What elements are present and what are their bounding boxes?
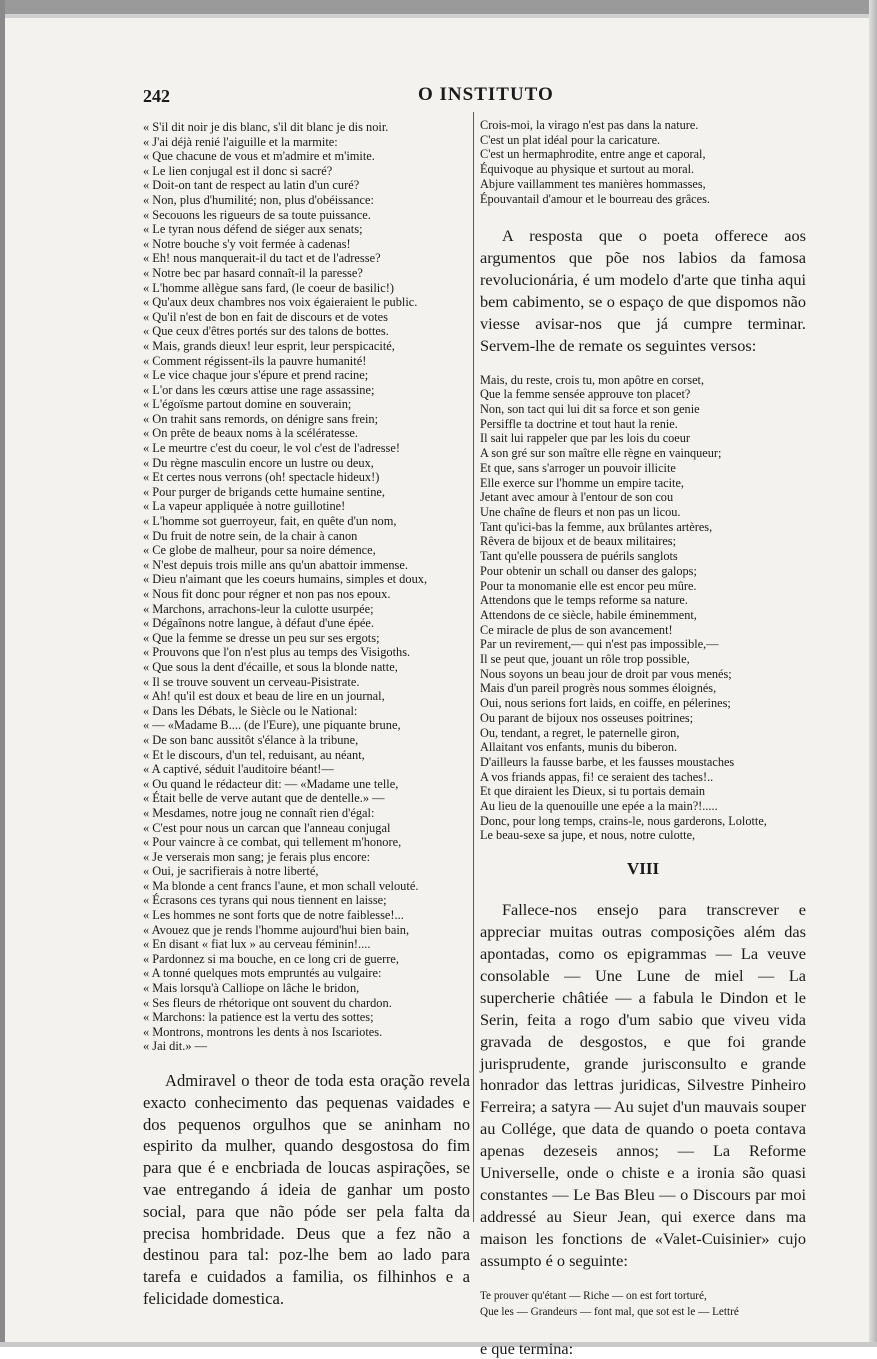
verse-line: « Qu'aux deux chambres nos voix égaieraient le public. [143,295,418,310]
verse-line: Et que, sans s'arroger un pouvoir illicite [480,460,676,475]
verse-line: « Le vice chaque jour s'épure et prend racine; [143,368,369,383]
verse-line: « Du fruit de notre sein, de la chair à canon [143,528,358,543]
scan-right-edge [869,0,877,1347]
verse-line: « — «Madame B.... (de l'Eure), une piquante brune, [143,718,401,733]
verse-line: « Marchons, arrachons-leur la culotte usurpée; [143,601,374,616]
verse-line: A vos friands appas, fi! ce seraient des taches!.. [480,769,714,784]
verse-line: Tant qu'elle poussera de puérils sanglots [480,549,678,564]
left-verse-block [143,120,470,1054]
verse-line: « En disant « fiat lux » au cerveau féminin!.... [143,937,371,952]
verse-line: Ce miracle de plus de son avancement! [480,622,673,637]
verse-line: « Mais, grands dieux! leur esprit, leur perspicacité, [143,338,395,353]
right-prose-paragraph-2: Fallece-nos ensejo para transcrever e appreciar muitas outras composições além das apontadas, como os epigrammas — La veuve consolable — Une Lune de miel — La supercherie châtiée — a fabula le Dindon et le Serin, feita a rogo d'um sabio que viveu vida gravada de desgostos, e que foi grande jurisprudente, grande jurisconsulto e grande honrador das lettras juridicas, Silvestre Pinheiro Ferreira; a satyra — Au sujet d'un mauvais souper au Collége, que data de quando o poeta contava apenas dezeseis annos; — La Reforme Universelle, onde o chiste e a ironia são quasi constantes — Le Bas Bleu — o Discours par moi addressé au Sieur Jean, qui exerce dans ma maison les fonctions de «Valet-Cuisinier» cujo assumpto é o seguinte: [480,900,806,1270]
verse-line: Abjure vaillamment tes manières hommasses, [480,176,706,191]
verse-line: « A captivé, séduit l'auditoire béant!— [143,762,334,777]
verse-line: Non, son tact qui lui dit sa force et son genie [480,402,700,417]
verse-line: « A tonné quelques mots empruntés au vulgaire: [143,966,382,981]
verse-line: « Ma blonde a cent francs l'aune, et mon schall velouté. [143,878,419,893]
verse-line: Équivoque au physique et surtout au moral. [480,162,695,177]
right-verse-main-block [480,373,806,844]
verse-line: Épouvantail d'amour et le bourreau des grâces. [480,191,710,206]
verse-line: Crois-moi, la virago n'est pas dans la nature. [480,118,699,132]
verse-line: « Pour vaincre à ce combat, qui tellement m'honore, [143,835,402,850]
verse-line: Donc, pour long temps, crains-le, nous garderons, Lolotte, [480,813,767,828]
verse-line: « Montrons, montrons les dents à nos Iscariotes. [143,1024,383,1039]
verse-line: Persiffle ta doctrine et tout haut la renie. [480,416,678,431]
scan-top-shadow [0,14,877,18]
verse-line: « Et le discours, d'un tel, reduisant, au néant, [143,747,365,762]
scan-binding-edge [0,0,5,1347]
verse-line: « Le lien conjugal est il donc si sacré? [143,163,333,178]
verse-line: Le beau-sexe sa jupe, et nous, notre culotte, [480,828,696,843]
verse-line: Ou parant de bijoux nos osseuses poitrines; [480,710,694,725]
quoted-verse-block [480,1288,806,1321]
verse-line: Mais, du reste, crois tu, mon apôtre en corset, [480,372,705,387]
verse-line: « Dégaînons notre langue, à défaut d'une épée. [143,616,375,631]
verse-line: Nous soyons un beau jour de droit par vous menés; [480,666,732,681]
verse-line: Pour obtenir un schall ou danser des galops; [480,563,697,578]
verse-line: « Ce globe de malheur, pour sa noire démence, [143,543,376,558]
verse-line: « N'est depuis trois mille ans qu'un abattoir immense. [143,557,408,572]
verse-line: « Marchons: la patience est la vertu des sottes; [143,1010,374,1025]
verse-line: « Secouons les rigueurs de sa toute puissance. [143,207,371,222]
scan-top-edge [0,0,877,14]
verse-line: « Ou quand le rédacteur dit: — «Madame une telle, [143,776,399,791]
verse-line: Au lieu de la quenouille une epée a la main?!..... [480,799,718,814]
verse-line: « Était belle de verve autant que de dentelle.» — [143,791,385,806]
verse-line: « Doit-on tant de respect au latin d'un curé? [143,178,360,193]
column-divider [473,112,474,1222]
verse-line: « On trahit sans remords, on dénigre sans frein; [143,411,379,426]
verse-line: « Mesdames, notre joug ne connaît rien d'égal: [143,805,375,820]
section-heading: VIII [626,859,660,879]
verse-line: Mais d'un pareil progrès nous sommes éloignés, [480,681,717,696]
verse-line: « Que ceux d'êtres portés sur des talons de bottes. [143,324,389,339]
verse-line: Jetant avec amour à l'entour de son cou [480,490,674,505]
left-prose-paragraph: Admiravel o theor de toda esta oração revela exacto conhecimento das pequenas vaidades e dos pequenos orgulhos que se aninham no espirito da mulher, quando desgostosa do fim para que é e encbriada de loucas aspirações, se vae entregando á ideia de ganhar um posto social, para que não póde ser pela falta da precisa hombridade. Deus que a fez não a destinou para tal: poz-lhe bem ao lado para tarefa e cuidados a familia, os filhinhos e a felicidade domestica. [143,1071,470,1308]
verse-line: C'est un plat idéal pour la caricature. [480,132,661,147]
verse-line: « Que sous la dent d'écaille, et sous la blonde natte, [143,659,398,674]
verse-line: Par un revirement,— qui n'est pas impossible,— [480,637,719,652]
verse-line: « Et certes nous verrons (oh! spectacle hideux!) [143,470,380,485]
verse-line: Allaitant vos enfants, munis du biberon. [480,740,678,755]
quote-line: Que les — Grandeurs — font mal, que sot est le — Lettré [480,1306,739,1319]
running-title: O INSTITUTO [418,84,554,105]
verse-line: Ou, tendant, a regret, le paternelle giron, [480,725,680,740]
verse-line: Tant qu'ici-bas la femme, aux brûlantes artères, [480,519,713,534]
verse-line: A son gré sur son maître elle règne en vainqueur; [480,446,722,461]
verse-line: « Comment régissent-ils la pauvre humanité! [143,353,367,368]
verse-line: Que la femme sensée approuve ton placet? [480,387,691,402]
verse-line: Rêvera de bijoux et de beaux militaires; [480,534,676,549]
verse-line: Oui, nous serions fort laids, en coiffe, en pélerines; [480,696,731,711]
left-column [143,120,470,1310]
verse-line: « C'est pour nous un carcan que l'anneau conjugal [143,820,391,835]
verse-line: « Que la femme se dresse un peu sur ses ergots; [143,630,380,645]
verse-line: C'est un hermaphrodite, entre ange et caporal, [480,147,706,162]
verse-line: Et que diraient les Dieux, si tu portais demain [480,784,706,799]
verse-line: « Pardonnez si ma bouche, en ce long cri de guerre, [143,951,399,966]
verse-line: « Oui, je sacrifierais à notre liberté, [143,864,319,879]
verse-line: Pour ta monomanie elle est encor peu mûre. [480,578,697,593]
verse-line: « Le tyran nous défend de siéger aux senats; [143,222,363,237]
verse-line: « Avouez que je rends l'homme aujourd'hui bien bain, [143,922,410,937]
verse-line: « Nous fit donc pour régner et non pas nos epoux. [143,587,391,601]
right-prose-paragraph-1: A resposta que o poeta offerece aos argumentos que põe nos labios da famosa revolucionária, é um modelo d'arte que tinha aqui bem cabimento, se o espaço de que dispomos não viesse avisar-nos que já cumpre terminar. Servem-lhe de remate os seguintes versos: [480,226,806,355]
right-verse-top-block [480,118,806,206]
verse-line: D'ailleurs la fausse barbe, et les fausses moustaches [480,754,735,769]
verse-line: « De son banc aussitôt s'élance à la tribune, [143,732,359,747]
verse-line: « L'égoïsme partout domine en souverain; [143,397,352,412]
verse-line: Attendons de ce siècle, habile éminemment, [480,607,697,622]
verse-line: « S'il dit noir je dis blanc, s'il dit blanc je dis noir. [143,120,389,134]
verse-line: Il se peut que, jouant un rôle trop possible, [480,652,690,667]
right-column [480,118,806,1359]
verse-line: « Eh! nous manquerait-il du tact et de l'adresse? [143,251,381,266]
verse-line: « Mais lorsqu'à Calliope on lâche le bridon, [143,981,360,996]
verse-line: « Les hommes ne sont forts que de notre faiblesse!... [143,908,404,923]
verse-line: « Ses fleurs de rhétorique ont souvent du chardon. [143,995,392,1010]
verse-line: « Notre bouche s'y voit fermée à cadenas! [143,236,351,251]
verse-line: « Dieu n'aimant que les coeurs humains, simples et doux, [143,572,428,587]
verse-line: « L'homme sot guerroyeur, fait, en quête d'un nom, [143,514,397,529]
verse-line: « Prouvons que l'on n'est plus au temps des Visigoths. [143,645,411,660]
verse-line: « Je verserais mon sang; je ferais plus encore: [143,849,371,864]
verse-line: « Notre bec par hasard connaît-il la paresse? [143,265,363,280]
verse-line: « Que chacune de vous et m'admire et m'imite. [143,149,375,164]
verse-line: « La vapeur appliquée à notre guillotine! [143,499,346,514]
quote-line: Te prouver qu'étant — Riche — on est fort torturé, [480,1289,707,1302]
verse-line: « Écrasons ces tyrans qui nous tiennent en laisse; [143,893,387,908]
verse-line: Il sait lui rappeler que par les lois du coeur [480,431,691,446]
verse-line: « Pour purger de brigands cette humaine sentine, [143,484,386,499]
verse-line: « J'ai déjà renié l'aiguille et la marmite: [143,134,338,149]
verse-line: « L'or dans les cœurs attise une rage assassine; [143,382,375,397]
verse-line: « Il se trouve souvent un cerveau-Pisistrate. [143,674,360,689]
page-number: 242 [143,86,170,106]
verse-line: Attendons que le temps reforme sa nature. [480,593,688,608]
closing-line: e que termina: [480,1338,574,1358]
verse-line: « Le meurtre c'est du coeur, le vol c'est de l'adresse! [143,441,401,456]
verse-line: Elle exerce sur l'homme un empire tacite, [480,475,685,490]
verse-line: « Du règne masculin encore un lustre ou deux, [143,455,374,470]
verse-line: « Non, plus d'humilité; non, plus d'obéissance: [143,192,374,207]
verse-line: « On prête de beaux noms à la scélératesse. [143,426,359,441]
verse-line: « Ah! qu'il est doux et beau de lire en un journal, [143,689,385,704]
verse-line: « Jai dit.» — [143,1039,208,1054]
verse-line: « Qu'il n'est de bon en fait de discours et de votes [143,309,388,324]
verse-line: « Dans les Débats, le Siècle ou le National: [143,703,358,718]
verse-line: « L'homme allègue sans fard, (le coeur de basilic!) [143,280,394,295]
verse-line: Une chaîne de fleurs et non pas un licou. [480,504,681,519]
